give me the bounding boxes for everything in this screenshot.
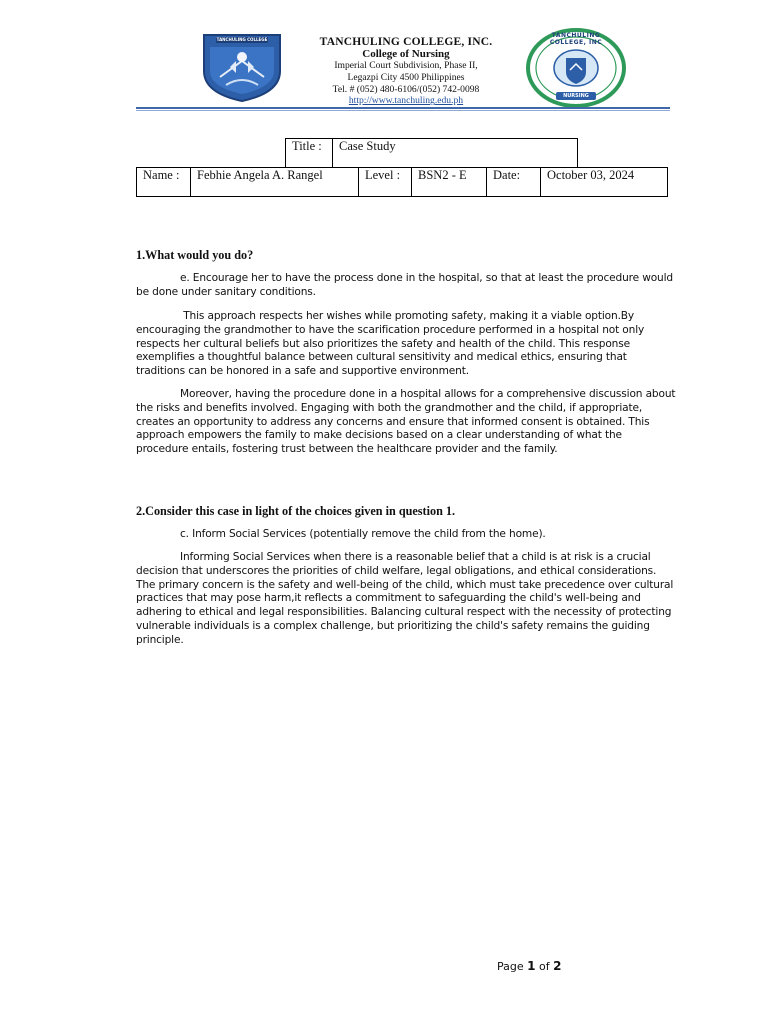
question-2-heading: 2.Consider this case in light of the choices given in question 1. — [136, 504, 456, 518]
q2-answer-text: c. Inform Social Services (potentially remove the child from the home). — [180, 528, 546, 540]
q1-paragraph-1 — [136, 310, 676, 379]
left-logo-text: TANCHULING COLLEGE — [216, 37, 268, 42]
address-line-1: Imperial Court Subdivision, Phase II, — [334, 60, 478, 71]
page-total: 2 — [553, 959, 562, 973]
q1-paragraph-2-text: Moreover, having the procedure done in a hospital allows for a comprehensive discussion about the risks and benefits involved. Engaging with both the grandmother and the child, if appropriate, creates an opportunity to address any concerns and ensure that informed consent is obtained. This approach empowers the family to make decisions based on a clear understanding of what the procedure entails, fostering trust between the healthcare provider and the family. — [136, 388, 676, 456]
q2-paragraph-1 — [136, 551, 676, 648]
question-1-heading: 1.What would you do? — [136, 248, 254, 262]
website-link[interactable]: http://www.tanchuling.edu.ph — [348, 95, 464, 107]
title-label: Title : — [286, 139, 333, 168]
address-line-2: Legazpi City 4500 Philippines — [347, 71, 465, 83]
q2-paragraph-1-text: Informing Social Services when there is a reasonable belief that a child is at risk is a crucial decision that underscores the priorities of child welfare, legal obligations, and ethical considerations. The primary concern is the safety and well-being of the child, which must take precedence over cultural practices that may pose harm,it reflects a commitment to safeguarding the child's well-being and adhering to ethical and legal responsibilities. Balancing cultural respect with the necessity of protecting vulnerable individuals is a complex challenge, but prioritizing the child's safety remains the guiding principle. — [136, 551, 674, 646]
date-value: October 03, 2024 — [541, 168, 668, 197]
title-value: Case Study — [333, 139, 578, 168]
date-label: Date: — [487, 168, 541, 197]
header-rule — [136, 107, 670, 109]
seal-ring-text: TANCHULING COLLEGE, INC — [549, 32, 603, 46]
phone-number: Tel. # (052) 480-6106/(052) 742-0098 — [332, 83, 480, 95]
seal-bottom-text: NURSING — [563, 93, 589, 99]
name-value: Febhie Angela A. Rangel — [191, 168, 359, 197]
level-value: BSN2 - E — [412, 168, 487, 197]
q1-paragraph-2 — [136, 388, 676, 457]
student-info-table — [136, 167, 668, 197]
college-shield-logo — [200, 31, 284, 103]
page-word: Page — [497, 960, 524, 973]
level-label: Level : — [359, 168, 412, 197]
q1-paragraph-1-text: This approach respects her wishes while promoting safety, making it a viable option.By encouraging the grandmother to have the scarification procedure performed in a hospital not only respects her cultural beliefs but also prioritizes the safety and health of the child. This response exemplifies a thoughtful balance between cultural sensitivity and medical ethics, ensuring that traditions can be honored in a safe and supportive environment. — [136, 310, 645, 378]
q1-answer-text: e. Encourage her to have the process done in the hospital, so that at least the procedure would be done under sanitary conditions. — [136, 272, 673, 298]
of-word: of — [539, 960, 550, 973]
name-label: Name : — [137, 168, 191, 197]
department-name: College of Nursing — [362, 48, 450, 60]
page-current: 1 — [527, 959, 536, 973]
page-footer — [497, 959, 561, 973]
college-name: TANCHULING COLLEGE, INC. — [319, 36, 493, 48]
title-table — [285, 138, 578, 168]
q1-answer-choice — [136, 272, 676, 300]
letterhead — [300, 36, 512, 107]
q2-answer-choice — [136, 528, 676, 542]
header-rule-thin — [136, 110, 670, 111]
nursing-seal-logo — [524, 28, 628, 108]
